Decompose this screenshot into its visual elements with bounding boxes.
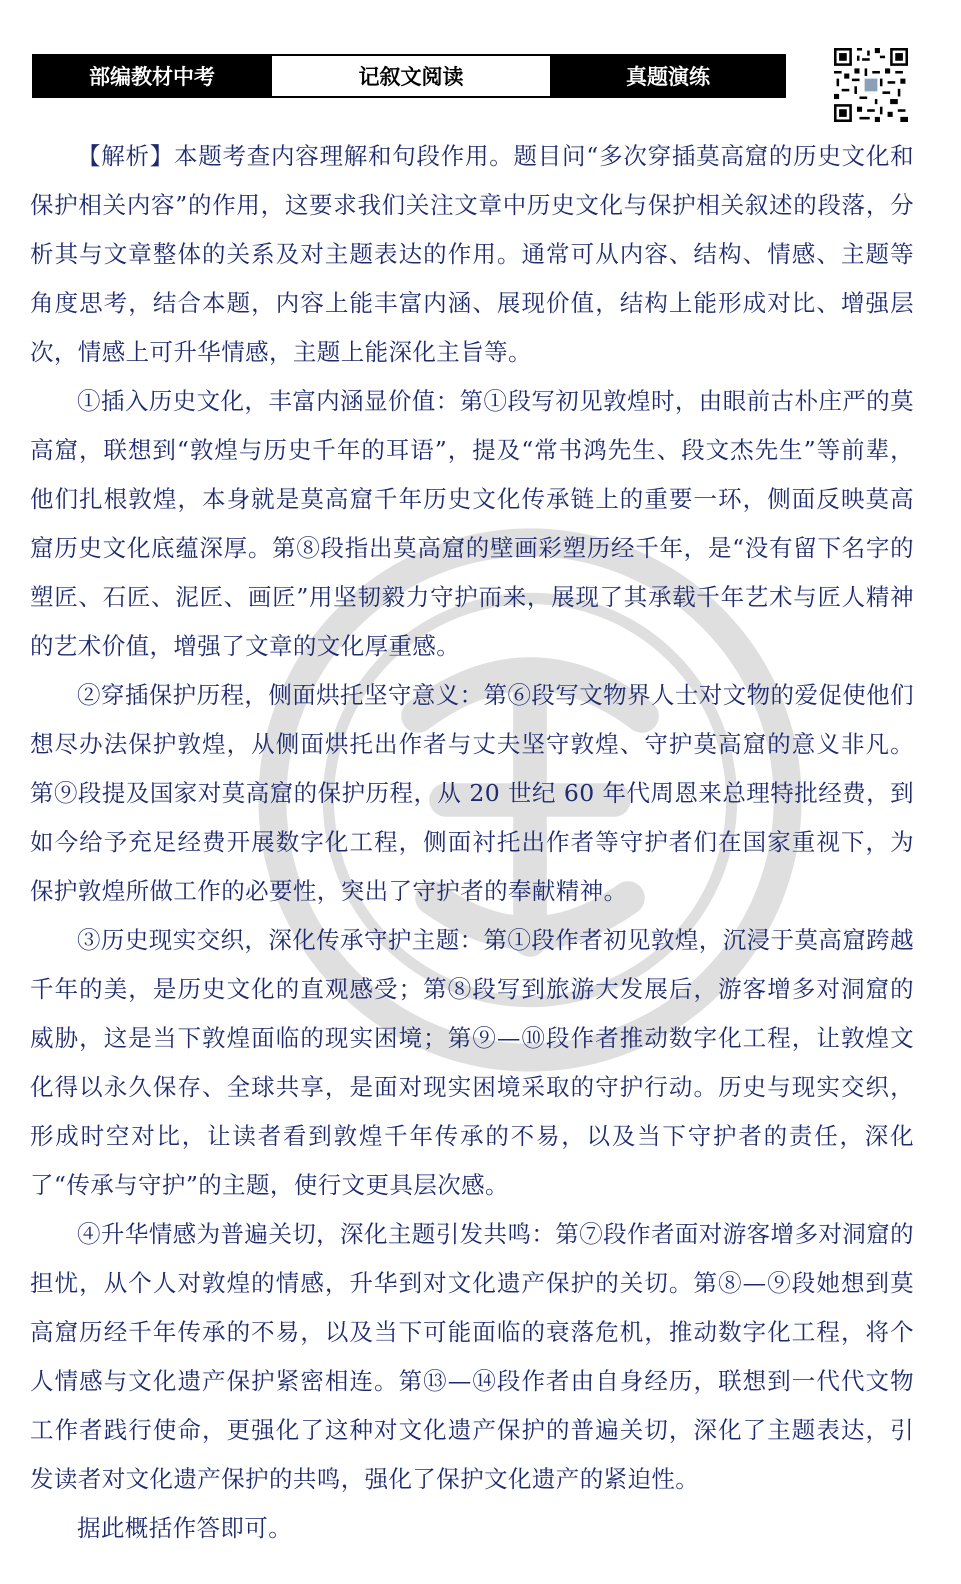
qr-code-icon[interactable] — [834, 48, 908, 122]
header-right-label: 真题演练 — [552, 56, 784, 96]
header-center-label: 记叙文阅读 — [270, 56, 552, 96]
analysis-paragraph-2: ②穿插保护历程，侧面烘托坚守意义：第⑥段写文物界人士对文物的爱促使他们想尽办法保护敦煌，从侧面烘托出作者与丈夫坚守敦煌、守护莫高窟的意义非凡。第⑨段提及国家对莫高窟的保护历程，从 20 世纪 60 年代周恩来总理特批经费，到如今给予充足经费开展数字化工程，侧面衬托出作者等守护者们在国家重视下，为保护敦煌所做工作的必要性，突出了守护者的奉献精神。 — [30, 681, 914, 905]
header-bar — [32, 54, 786, 98]
header-left-label: 部编教材中考 — [34, 56, 270, 96]
analysis-content — [30, 132, 914, 1553]
analysis-paragraph-4: ④升华情感为普遍关切，深化主题引发共鸣：第⑦段作者面对游客增多对洞窟的担忧，从个人对敦煌的情感，升华到对文化遗产保护的关切。第⑧—⑨段她想到莫高窟历经千年传承的不易，以及当下可能面临的衰落危机，推动数字化工程，将个人情感与文化遗产保护紧密相连。第⑬—⑭段作者由自身经历，联想到一代代文物工作者践行使命，更强化了这种对文化遗产保护的普遍关切，深化了主题表达，引发读者对文化遗产保护的共鸣，强化了保护文化遗产的紧迫性。 — [30, 1220, 914, 1493]
analysis-paragraph-1: ①插入历史文化，丰富内涵显价值：第①段写初见敦煌时，由眼前古朴庄严的莫高窟，联想到“敦煌与历史千年的耳语”，提及“常书鸿先生、段文杰先生”等前辈，他们扎根敦煌，本身就是莫高窟千年历史文化传承链上的重要一环，侧面反映莫高窟历史文化底蕴深厚。第⑧段指出莫高窟的壁画彩塑历经千年，是“没有留下名字的塑匠、石匠、泥匠、画匠”用坚韧毅力守护而来，展现了其承载千年艺术与匠人精神的艺术价值，增强了文章的文化厚重感。 — [30, 387, 914, 660]
analysis-conclusion: 据此概括作答即可。 — [77, 1514, 293, 1542]
analysis-paragraph-intro: 【解析】本题考查内容理解和句段作用。题目问“多次穿插莫高窟的历史文化和保护相关内容”的作用，这要求我们关注文章中历史文化与保护相关叙述的段落，分析其与文章整体的关系及对主题表达的作用。通常可从内容、结构、情感、主题等角度思考，结合本题，内容上能丰富内涵、展现价值，结构上能形成对比、增强层次，情感上可升华情感，主题上能深化主旨等。 — [30, 142, 914, 366]
analysis-paragraph-3: ③历史现实交织，深化传承守护主题：第①段作者初见敦煌，沉浸于莫高窟跨越千年的美，是历史文化的直观感受；第⑧段写到旅游大发展后，游客增多对洞窟的威胁，这是当下敦煌面临的现实困境；第⑨—⑩段作者推动数字化工程，让敦煌文化得以永久保存、全球共享，是面对现实困境采取的守护行动。历史与现实交织，形成时空对比，让读者看到敦煌千年传承的不易，以及当下守护者的责任，深化了“传承与守护”的主题，使行文更具层次感。 — [30, 926, 914, 1199]
